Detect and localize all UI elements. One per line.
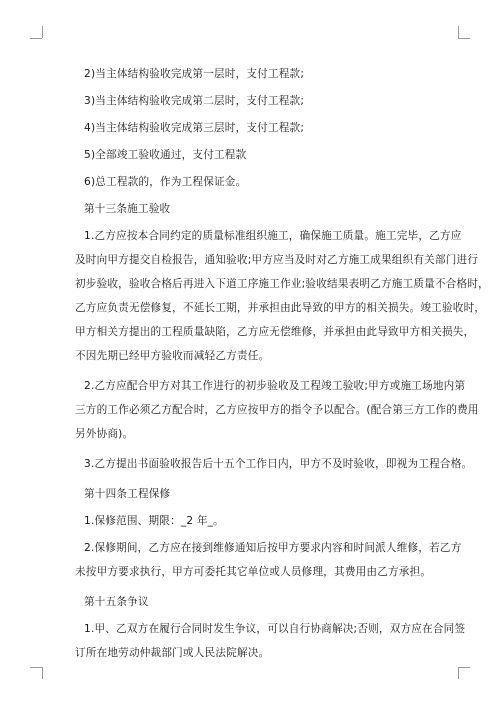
- section-14-clause-1: 1.保修范围、期限：_2 年_。: [84, 515, 224, 527]
- section-15-clause-1: [75, 617, 466, 665]
- text-line: 1.甲、乙双方在履行合同时发生争议，可以自行协商解决;否则，双方应在合同签: [84, 623, 466, 635]
- section-13-clause-3: [84, 452, 473, 476]
- text-line: 及时向甲方提交自检报告，通知验收;甲方应当及时对乙方施工成果组织有关部门进行: [75, 254, 479, 266]
- crop-mark-top-right-h: [458, 38, 470, 39]
- crop-mark-bottom-right-h: [458, 667, 470, 668]
- payment-item-4: 4)当主体结构验收完成第三层时，支付工程款;: [84, 122, 305, 134]
- crop-mark-top-left-v: [42, 26, 43, 38]
- payment-item-6: 6)总工程款的，作为工程保证金。: [84, 176, 247, 188]
- payment-item-5: 5)全部竣工验收通过，支付工程款: [84, 149, 247, 161]
- crop-mark-bottom-left-v: [42, 667, 43, 679]
- text-line: 乙方应负责无偿修复，不延长工期，并承担由此导致的甲方的相关损失。竣工验收时，: [75, 302, 486, 314]
- section-13-clause-1: [75, 224, 489, 368]
- crop-mark-bottom-right-v: [458, 667, 459, 679]
- text-line: 2.乙方应配合甲方对其工作进行的初步验收及工程竣工验收;甲方或施工场地内第: [84, 380, 466, 392]
- text-line: 另外协商)。: [75, 428, 134, 440]
- crop-mark-top-right-v: [458, 26, 459, 38]
- text-line: 3.乙方提出书面验收报告后十五个工作日内，甲方不及时验收，即视为工程合格。: [84, 458, 473, 470]
- text-line: 甲方相关方提出的工程质量缺陷，乙方应无偿维修，并承担由此导致甲方相关损失，: [75, 326, 475, 338]
- text-line: 三方的工作必须乙方配合时，乙方应按甲方的指令予以配合。(配合第三方工作的费用: [75, 404, 479, 416]
- text-line: 订所在地劳动仲裁部门或人民法院解决。: [75, 647, 270, 659]
- text-line: 未按甲方要求执行，甲方可委托其它单位或人员修理，其费用由乙方承担。: [75, 566, 432, 578]
- section-13-clause-2: [75, 374, 479, 446]
- text-line: 不因先期已经甲方验收而减轻乙方责任。: [75, 350, 270, 362]
- section-14-clause-2: [75, 536, 462, 584]
- section-14-heading: 第十四条工程保修: [84, 488, 171, 500]
- section-13-heading: 第十三条施工验收: [84, 203, 171, 215]
- text-line: 1.乙方应按本合同约定的质量标准组织施工，确保施工质量。施工完毕，乙方应: [84, 230, 462, 242]
- text-line: 初步验收，验收合格后再进入下道工序施工作业;验收结果表明乙方施工质量不合格时，: [75, 278, 489, 290]
- payment-item-2: 2)当主体结构验收完成第一层时，支付工程款;: [84, 68, 305, 80]
- crop-mark-top-left-h: [30, 38, 42, 39]
- text-line: 2.保修期间，乙方应在接到维修通知后按甲方要求内容和时间派人维修，若乙方: [84, 542, 462, 554]
- section-15-heading: 第十五条争议: [84, 596, 149, 608]
- document-body: [75, 62, 489, 671]
- payment-item-3: 3)当主体结构验收完成第二层时，支付工程款;: [84, 95, 305, 107]
- crop-mark-bottom-left-h: [30, 667, 42, 668]
